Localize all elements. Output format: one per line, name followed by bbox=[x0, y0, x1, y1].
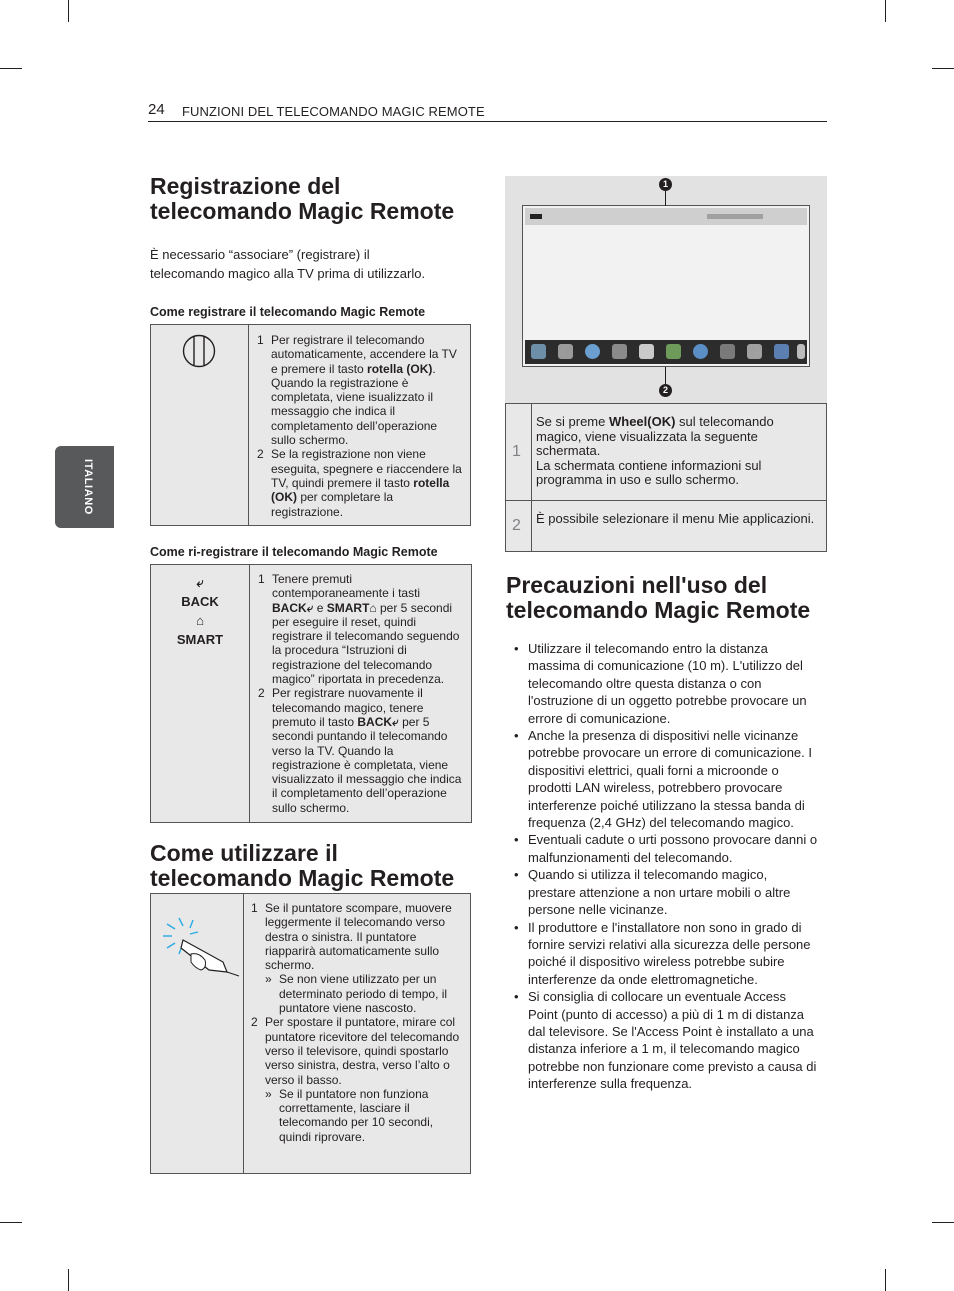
step-item: 2 Per registrare nuovamente il telecomando magico, tenere premuto il tasto BACK⤶ per 5 secondi puntando il telecomando verso la TV. Quando la registrazione è completata, viene visualizzato il messaggio che indica il completamento dell’operazione sullo schermo. bbox=[258, 686, 462, 815]
app-icon bbox=[531, 344, 546, 359]
app-icon bbox=[612, 344, 627, 359]
row-text: È possibile selezionare il menu Mie applicazioni. bbox=[536, 511, 815, 526]
pointing-remote-icon bbox=[161, 910, 241, 980]
step-item: 1 Per registrare il telecomando automaticamente, accendere la TV e premere il tasto rotella (OK). Quando la registrazione è completata, viene isualizzato il messaggio che indica il completamento dell’operazione sullo schermo. bbox=[257, 333, 457, 448]
list-item: • Il produttore e l'installatore non sono in grado di fornire servizi relativi alla sicurezza delle persone poiché il dispositivo wireless potrebbe subire interferenze da onde elettromagnetiche. bbox=[514, 919, 811, 987]
icon-cell bbox=[151, 325, 249, 525]
app-icon bbox=[797, 344, 805, 359]
step-item: 1 Tenere premuti contemporaneamente i tasti BACK⤶ e SMART⌂ per 5 secondi per eseguire il reset, quindi registrare il telecomando seguendo la procedura “Istruzioni di registrazione del telecomando magico” riportata in precedenza. bbox=[258, 572, 460, 687]
section-title-precautions: Precauzioni nell'uso del telecomando Magic Remote bbox=[506, 572, 811, 623]
wheel-button-icon bbox=[181, 333, 217, 369]
app-icon bbox=[558, 344, 573, 359]
row-number: 1 bbox=[506, 404, 532, 500]
app-icon bbox=[693, 344, 708, 359]
language-tab-label: ITALIANO bbox=[82, 459, 94, 515]
register-box bbox=[150, 324, 471, 526]
note-item: » Se non viene utilizzato per un determinato periodo di tempo, il puntatore viene nascosto. bbox=[265, 972, 448, 1016]
back-icon: ⤶ bbox=[196, 575, 204, 590]
callout-line bbox=[665, 367, 666, 384]
crop-mark bbox=[68, 0, 69, 22]
progress-indicator bbox=[707, 214, 763, 219]
back-icon: ⤶ bbox=[306, 600, 314, 615]
back-icon: ⤶ bbox=[392, 714, 399, 729]
usage-steps bbox=[251, 901, 470, 1173]
channel-indicator bbox=[530, 214, 542, 219]
section-title-usage: Come utilizzare il telecomando Magic Remote bbox=[150, 840, 455, 891]
running-header: FUNZIONI DEL TELECOMANDO MAGIC REMOTE bbox=[182, 104, 485, 119]
header-rule bbox=[148, 121, 827, 122]
list-item: • Si consiglia di collocare un eventuale Access Point (punto di accesso) a più di 1 m di distanza dal televisore. Se l'Access Point è installato a una distanza inferiore a 1 m, il telecomando magico potrebbe non funzionare come previsto a causa di interferenze sulla frequenza. bbox=[514, 989, 817, 1092]
smart-label: SMART bbox=[176, 632, 224, 647]
page-number: 24 bbox=[148, 101, 165, 118]
row-number: 2 bbox=[506, 501, 532, 551]
reregister-steps bbox=[258, 572, 471, 822]
step-item: 1 Se il puntatore scompare, muovere leggermente il telecomando verso destra o sinistra. Il puntatore riapparirà automaticamente sullo schermo. » Se non viene utilizzato per un determinato periodo di tempo, il puntatore viene nascosto. bbox=[251, 901, 464, 1015]
app-icon bbox=[585, 344, 600, 359]
step-item: 2 Se la registrazione non viene eseguita, spegnere e riaccendere la TV, quindi premere il tasto rotella (OK) per completare la registrazione. bbox=[257, 447, 462, 519]
crop-mark bbox=[68, 1269, 69, 1291]
row-text: Se si preme Wheel(OK) sul telecomando magico, viene visualizzata la seguente schermata. La schermata contiene informazioni sul programma in uso e sullo schermo. bbox=[536, 414, 774, 487]
app-icon bbox=[639, 344, 654, 359]
screen-legend-row bbox=[505, 500, 827, 552]
callout-1: 1 bbox=[659, 178, 672, 191]
usage-box bbox=[150, 893, 471, 1174]
app-icon bbox=[666, 344, 681, 359]
app-icon bbox=[747, 344, 762, 359]
register-steps bbox=[257, 333, 470, 525]
reregister-box bbox=[150, 564, 472, 823]
my-apps-bar bbox=[525, 340, 807, 364]
intro-text: È necessario “associare” (registrare) il telecomando magico alla TV prima di utilizzarlo. bbox=[150, 247, 426, 281]
app-icon bbox=[774, 344, 789, 359]
crop-mark bbox=[0, 68, 22, 69]
icon-cell bbox=[151, 565, 250, 822]
language-tab bbox=[55, 446, 114, 528]
home-icon: ⌂ bbox=[196, 613, 204, 628]
step-item: 2 Per spostare il puntatore, mirare col puntatore ricevitore del telecomando verso il televisore, quindi spostarlo verso sinistra, destra, verso l’alto o verso il basso. » Se il puntatore non funziona correttamente, lasciare il telecomando per 10 secondi, quindi riprovare. bbox=[251, 1015, 464, 1144]
list-item: • Eventuali cadute o urti possono provocare danni o malfunzionamenti del telecomando. bbox=[514, 832, 818, 865]
crop-mark bbox=[932, 68, 954, 69]
subheading-register: Come registrare il telecomando Magic Remote bbox=[150, 305, 426, 319]
callout-line bbox=[665, 191, 666, 206]
app-icon bbox=[720, 344, 735, 359]
precautions-list bbox=[512, 640, 818, 1093]
icon-cell bbox=[151, 894, 244, 1173]
crop-mark bbox=[885, 0, 886, 22]
note-item: » Se il puntatore non funziona correttamente, lasciare il telecomando per 10 secondi, quindi riprovare. bbox=[265, 1086, 434, 1144]
list-item: • Anche la presenza di dispositivi nelle vicinanze potrebbe provocare un errore di comunicazione. I dispositivi elettrici, quali forni a microonde o prodotti LAN wireless, potrebbero provocare interferenze poiché utilizzano la stessa banda di frequenza (2,4 GHz) del telecomando magico. bbox=[514, 728, 812, 831]
list-item: • Quando si utilizza il telecomando magico, prestare attenzione a non urtare mobili o altre persone nelle vicinanze. bbox=[514, 867, 791, 918]
tv-screen-illustration bbox=[522, 205, 810, 367]
crop-mark bbox=[932, 1222, 954, 1223]
list-item: • Utilizzare il telecomando entro la distanza massima di comunicazione (10 m). L'utilizzo del telecomando oltre questa distanza o con l'ostruzione di un oggetto potrebbe provocare un errore di comunicazione. bbox=[514, 641, 807, 726]
info-bar bbox=[525, 208, 807, 225]
crop-mark bbox=[0, 1222, 22, 1223]
crop-mark bbox=[885, 1269, 886, 1291]
back-label: BACK bbox=[181, 594, 219, 609]
home-icon: ⌂ bbox=[369, 600, 377, 615]
callout-2: 2 bbox=[659, 384, 672, 397]
screen-legend-row bbox=[505, 403, 827, 501]
subheading-reregister: Come ri-registrare il telecomando Magic Remote bbox=[150, 545, 438, 559]
section-title-registration: Registrazione del telecomando Magic Remote bbox=[150, 173, 455, 224]
